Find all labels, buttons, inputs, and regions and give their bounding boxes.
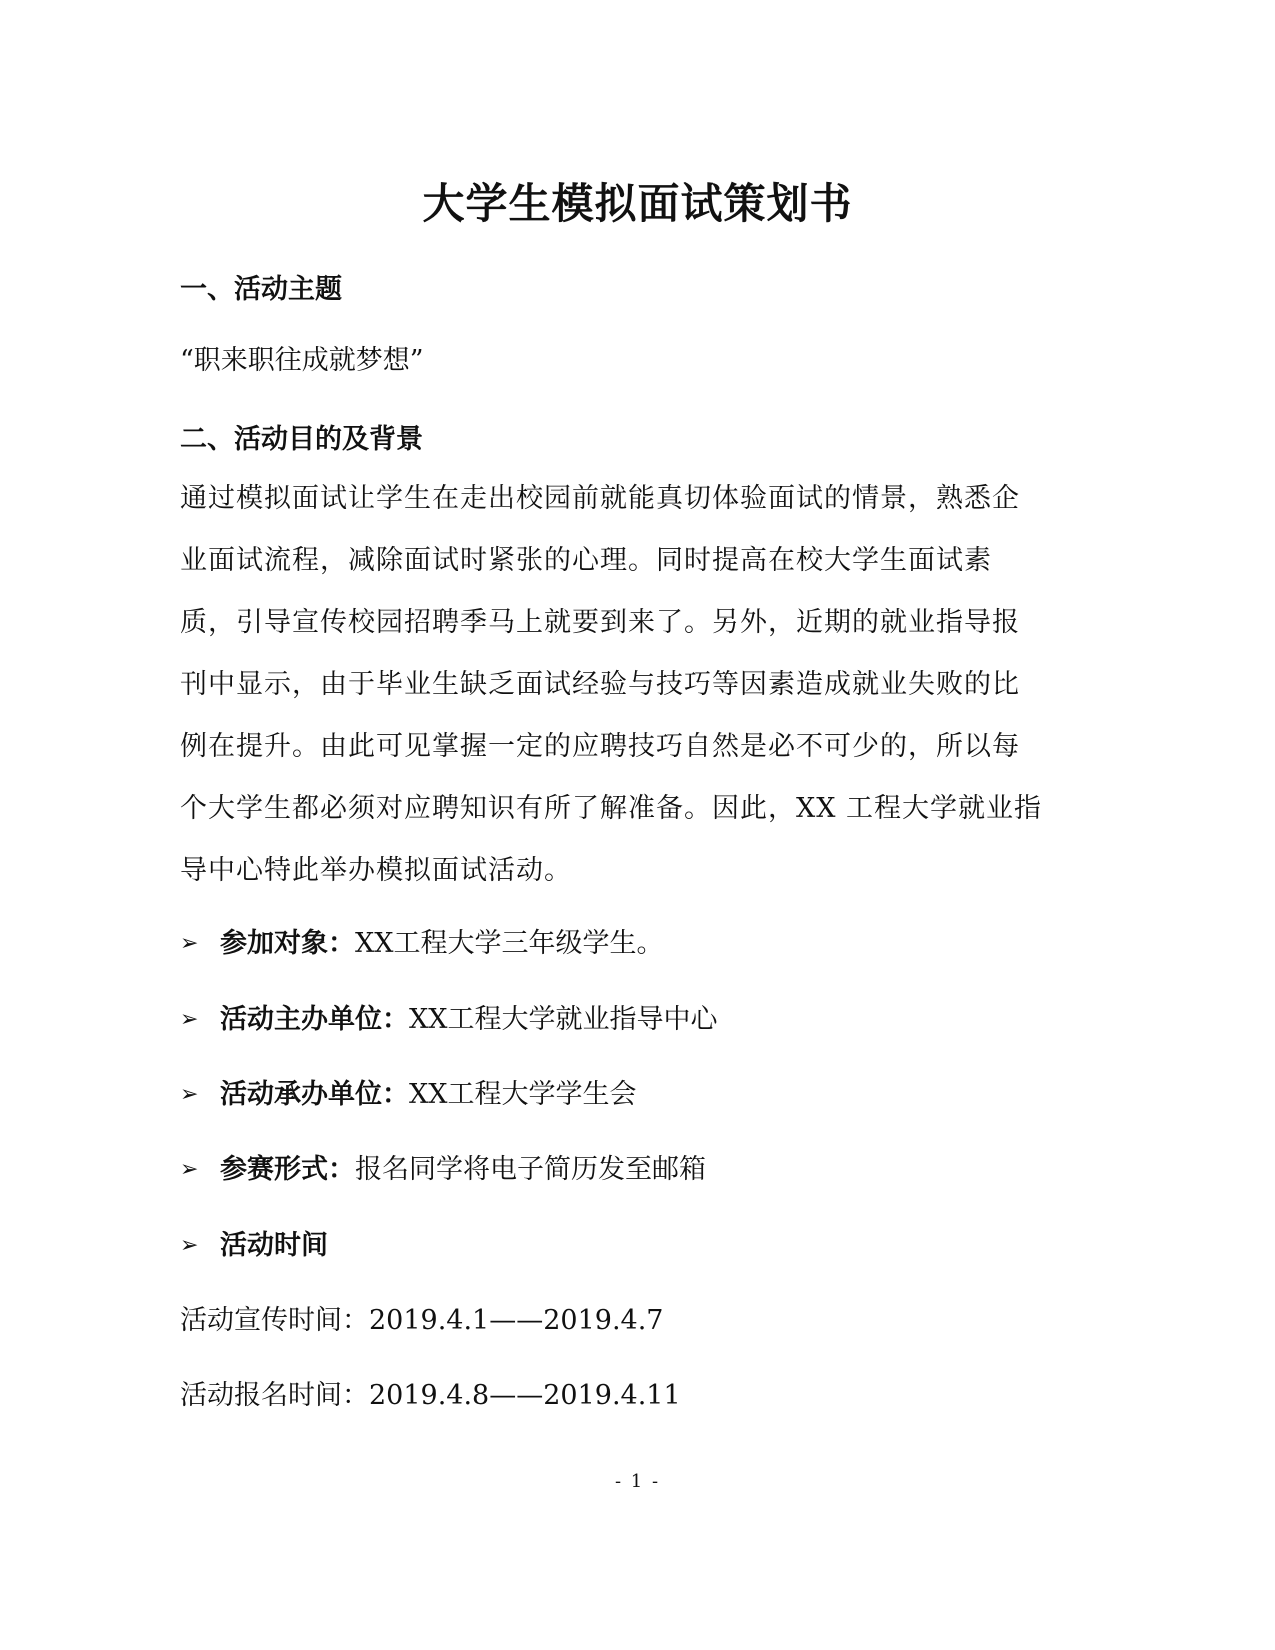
bullet-value: 报名同学将电子简历发至邮箱 (355, 1154, 706, 1185)
arrow-bullet-icon: ➢ (180, 1157, 199, 1182)
bullet-value: XX工程大学三年级学生。 (355, 928, 664, 959)
paragraph-line: 刊中显示，由于毕业生缺乏面试经验与技巧等因素造成就业失败的比 (180, 669, 1020, 700)
bullet-label: 活动主办单位： (220, 1004, 409, 1035)
bullet-time (180, 1228, 328, 1264)
paragraph-line: 业面试流程，减除面试时紧张的心理。同时提高在校大学生面试素 (180, 545, 992, 576)
bullet-label: 活动承办单位： (220, 1079, 409, 1110)
paragraph-line: 个大学生都必须对应聘知识有所了解准备。因此，XX 工程大学就业指 (180, 793, 1043, 824)
bullet-organizer (180, 1002, 717, 1038)
bullet-participants (180, 926, 663, 962)
section-heading-theme: 一、活动主题 (180, 274, 342, 305)
arrow-bullet-icon: ➢ (180, 1082, 199, 1107)
bullet-format (180, 1152, 706, 1188)
theme-text: “职来职往成就梦想” (180, 345, 424, 376)
arrow-bullet-icon: ➢ (180, 1233, 199, 1258)
bullet-value: XX工程大学学生会 (409, 1079, 637, 1110)
purpose-paragraph (180, 468, 1043, 902)
schedule-promotion: 活动宣传时间：2019.4.1——2019.4.7 (180, 1305, 664, 1336)
bullet-label: 参加对象： (220, 928, 355, 959)
document-title: 大学生模拟面试策划书 (422, 179, 853, 228)
bullet-value: XX工程大学就业指导中心 (409, 1004, 718, 1035)
bullet-label: 参赛形式： (220, 1154, 355, 1185)
section-heading-purpose: 二、活动目的及背景 (180, 424, 423, 455)
paragraph-line: 通过模拟面试让学生在走出校园前就能真切体验面试的情景，熟悉企 (180, 483, 1020, 514)
page-number: - 1 - (614, 1471, 661, 1492)
arrow-bullet-icon: ➢ (180, 1007, 199, 1032)
bullet-host (180, 1077, 636, 1113)
paragraph-line: 例在提升。由此可见掌握一定的应聘技巧自然是必不可少的，所以每 (180, 731, 1020, 762)
bullet-label: 活动时间 (220, 1230, 328, 1261)
schedule-registration: 活动报名时间：2019.4.8——2019.4.11 (180, 1380, 681, 1411)
paragraph-line: 导中心特此举办模拟面试活动。 (180, 855, 572, 886)
arrow-bullet-icon: ➢ (180, 931, 199, 956)
paragraph-line: 质，引导宣传校园招聘季马上就要到来了。另外，近期的就业指导报 (180, 607, 1020, 638)
